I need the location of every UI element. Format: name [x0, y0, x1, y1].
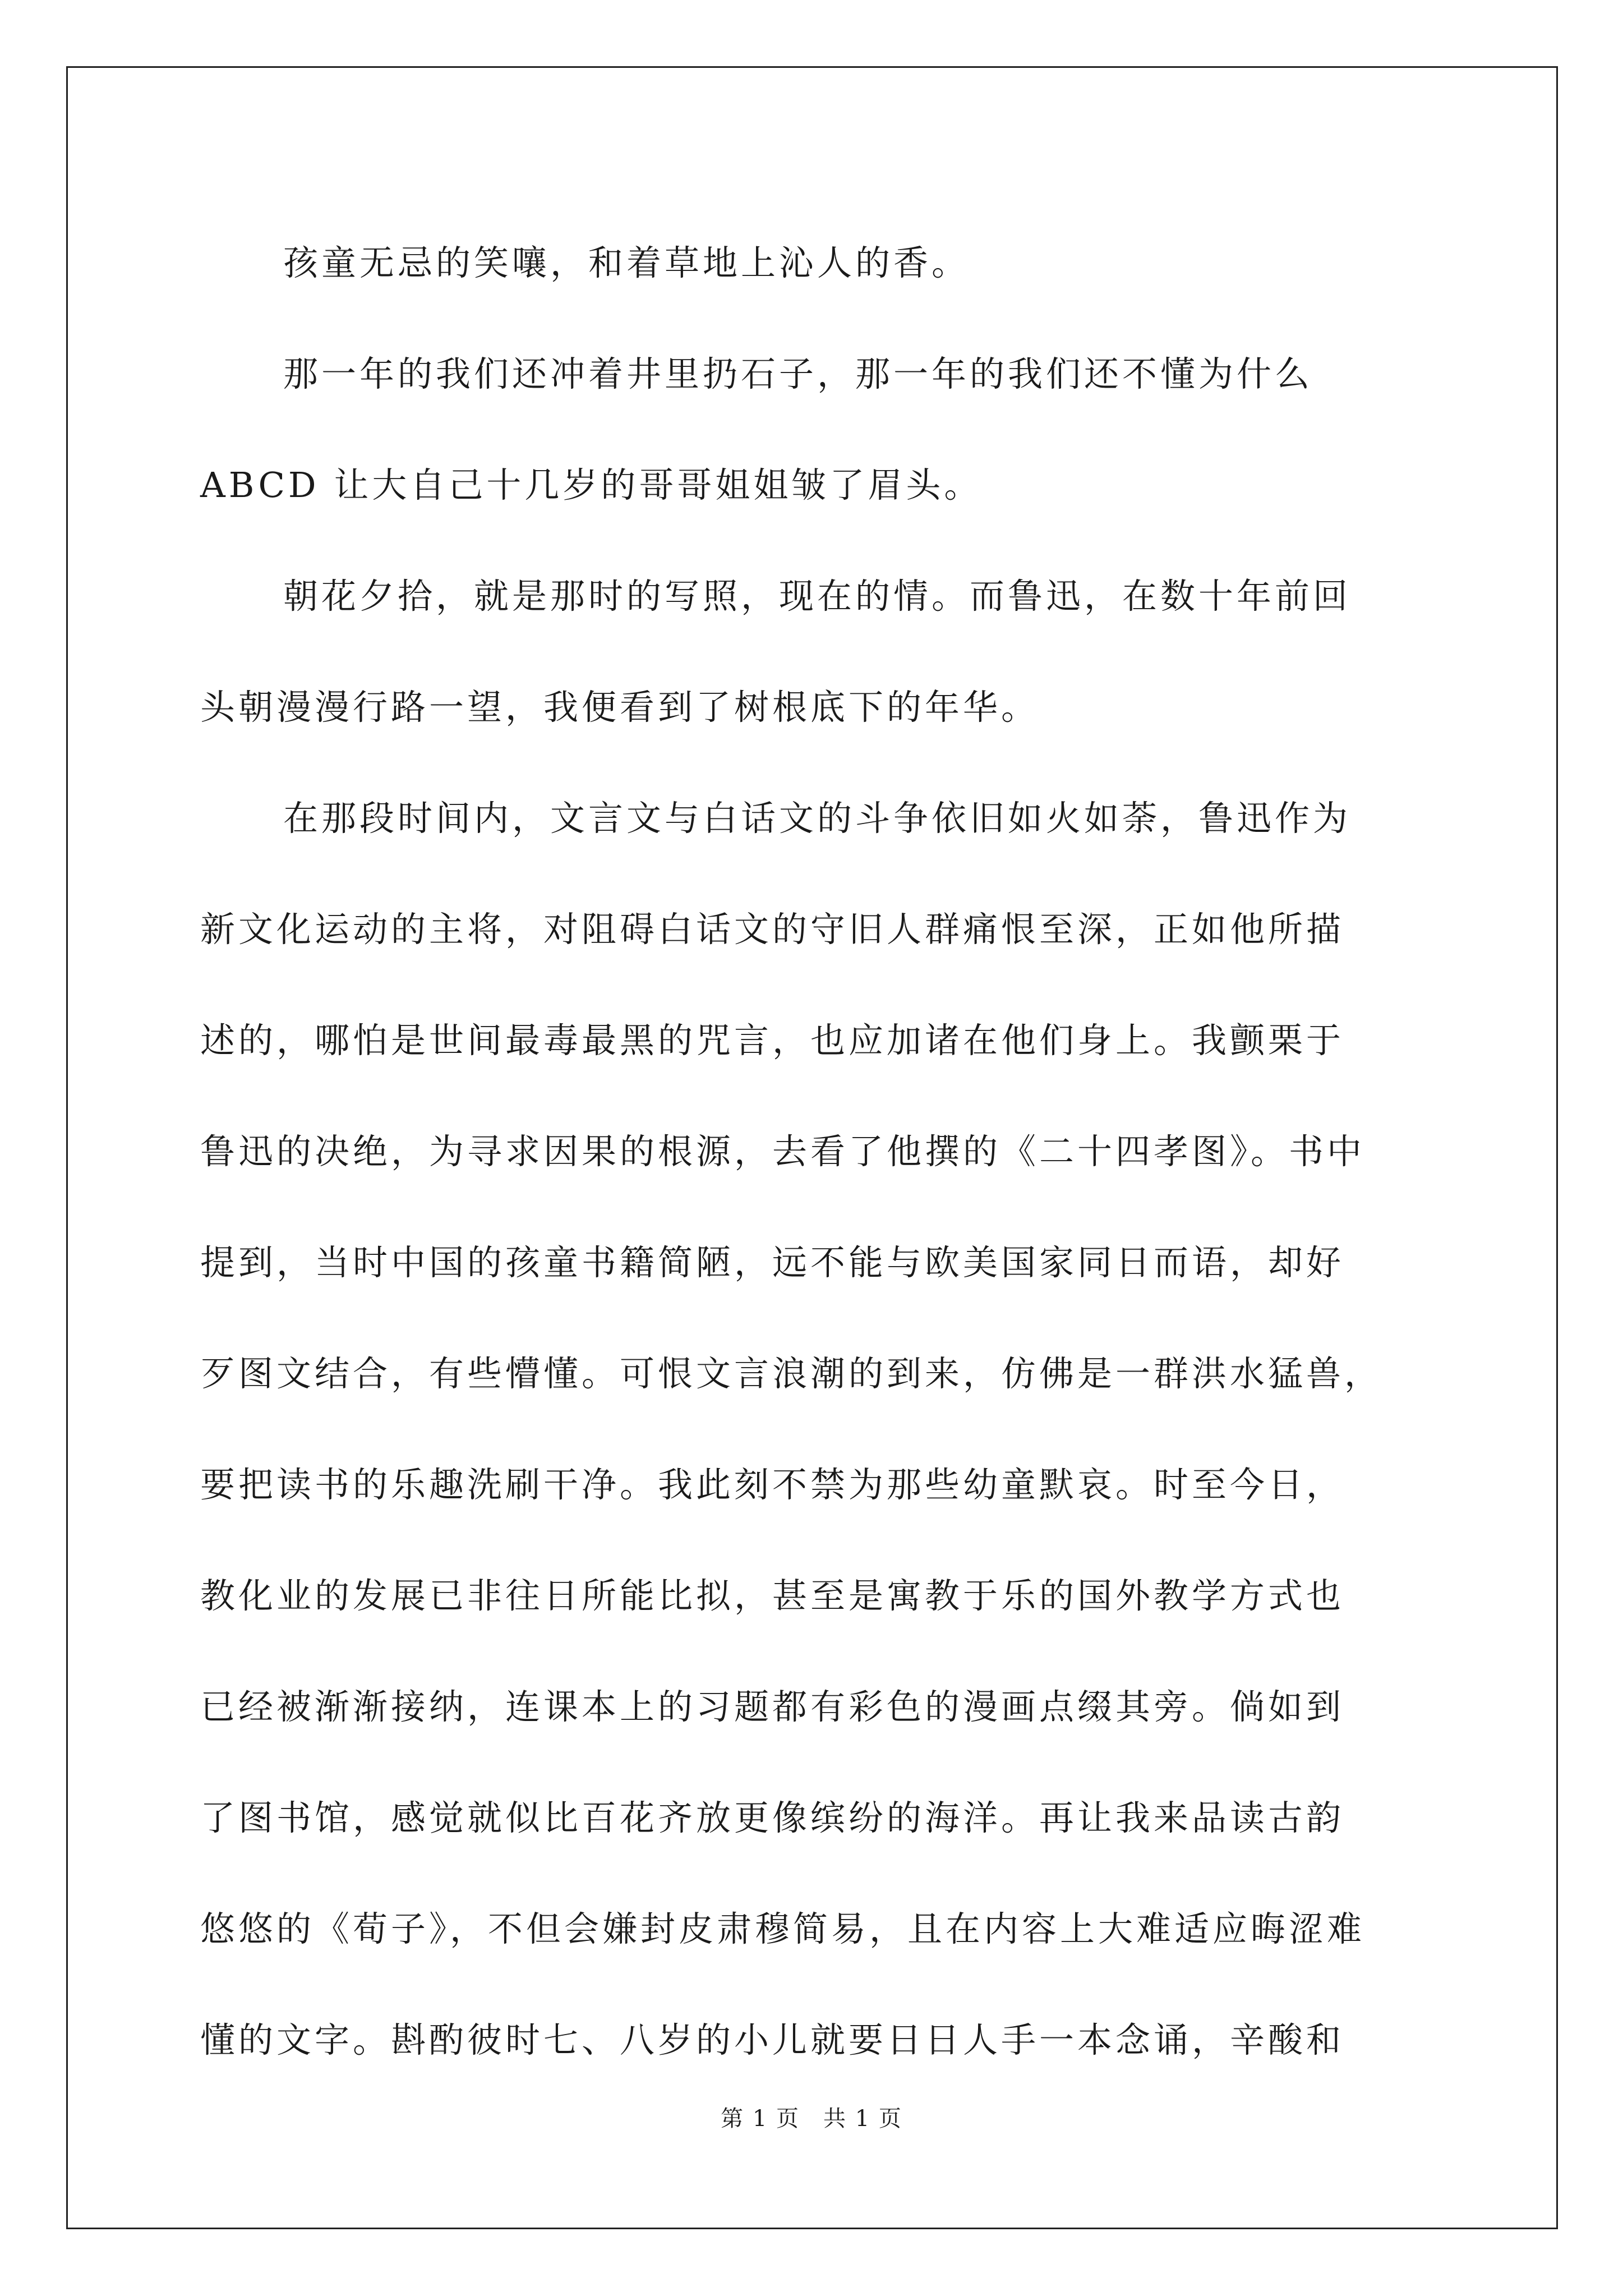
text-line: 孩童无忌的笑嚷，和着草地上沁人的香。 [283, 242, 970, 283]
text-line: 已经被渐渐接纳，连课本上的习题都有彩色的漫画点缀其旁。倘如到 [200, 1686, 1345, 1727]
text-line: 歹图文结合，有些懵懂。可恨文言浪潮的到来，仿佛是一群洪水猛兽， [200, 1353, 1383, 1394]
text-line: 鲁迅的决绝，为寻求因果的根源，去看了他撰的《二十四孝图》。书中 [200, 1131, 1366, 1172]
text-line: 头朝漫漫行路一望，我便看到了树根底下的年华。 [200, 687, 1040, 728]
paragraph-2 [200, 319, 1423, 541]
text-line: ABCD 让大自己十几岁的哥哥姐姐皱了眉头。 [200, 464, 983, 505]
text-line: 新文化运动的主将，对阻碍白话文的守旧人群痛恨至深，正如他所描 [200, 909, 1345, 950]
text-line: 提到，当时中国的孩童书籍简陋，远不能与欧美国家同日而语，却好 [200, 1242, 1345, 1283]
text-line: 要把读书的乐趣洗刷干净。我此刻不禁为那些幼童默哀。时至今日， [200, 1464, 1345, 1505]
text-line: 悠悠的《荀子》，不但会嫌封皮肃穆简易，且在内容上大难适应晦涩难 [200, 1908, 1366, 1949]
paragraph-4 [200, 763, 1423, 2096]
document-body [200, 208, 1423, 2096]
page-footer: 第 1 页 共 1 页 [721, 2106, 902, 2132]
text-line: 在那段时间内，文言文与白话文的斗争依旧如火如荼，鲁迅作为 [283, 798, 1352, 839]
paragraph-1 [200, 208, 1423, 319]
text-line: 朝花夕拾，就是那时的写照，现在的情。而鲁迅，在数十年前回 [283, 576, 1352, 616]
text-line: 懂的文字。斟酌彼时七、八岁的小儿就要日日人手一本念诵，辛酸和 [200, 2019, 1345, 2060]
text-line: 述的，哪怕是世间最毒最黑的咒言，也应加诸在他们身上。我颤栗于 [200, 1020, 1345, 1061]
paragraph-3 [200, 541, 1423, 763]
text-line: 了图书馆，感觉就似比百花齐放更像缤纷的海洋。再让我来品读古韵 [200, 1797, 1345, 1838]
text-line: 那一年的我们还冲着井里扔石子，那一年的我们还不懂为什么 [283, 353, 1313, 394]
text-line: 教化业的发展已非往日所能比拟，甚至是寓教于乐的国外教学方式也 [200, 1575, 1345, 1616]
